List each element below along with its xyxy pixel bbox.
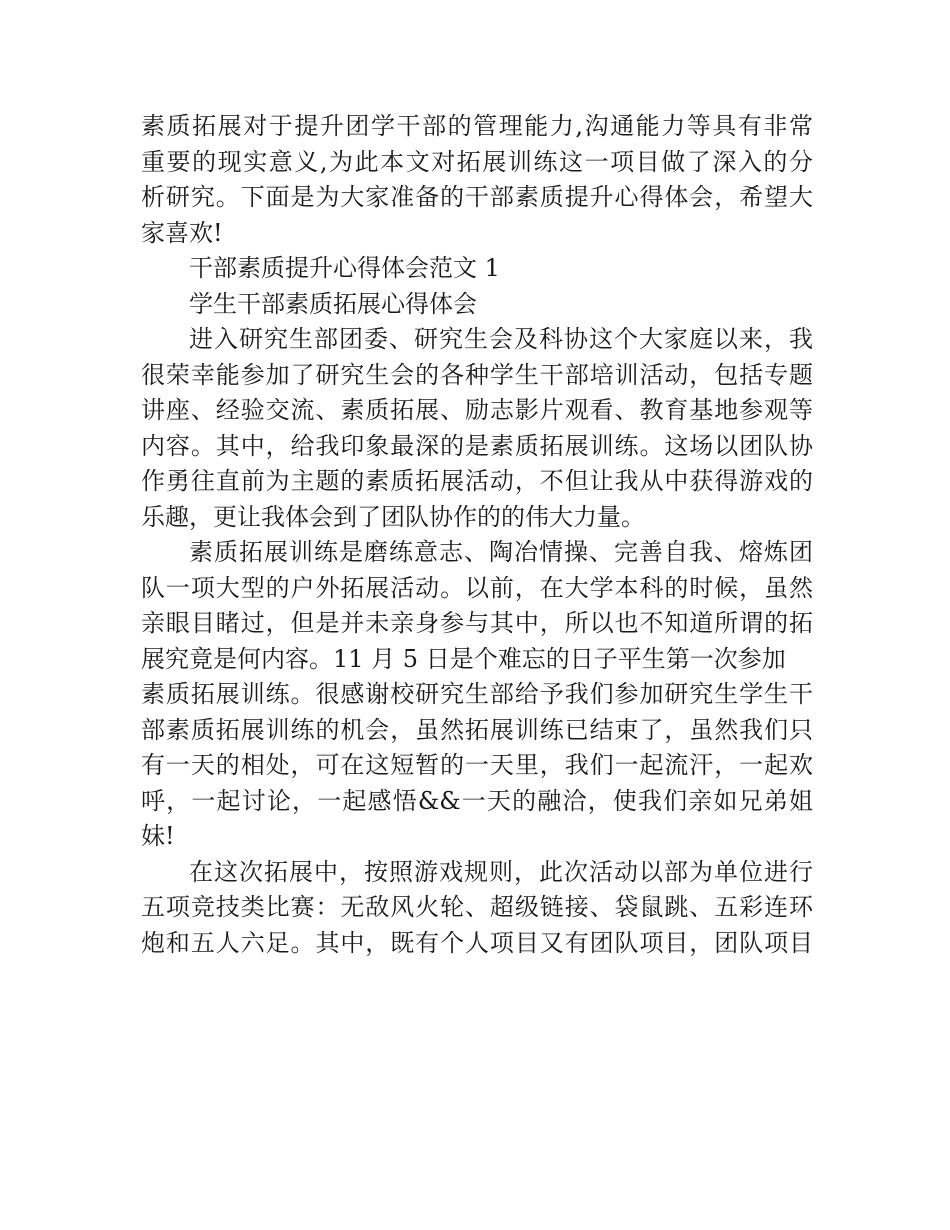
paragraph-line: 很荣幸能参加了研究生会的各种学生干部培训活动，包括专题 bbox=[141, 360, 813, 389]
intro-line: 重要的现实意义,为此本文对拓展训练这一项目做了深入的分 bbox=[141, 147, 813, 176]
paragraph-line: 队一项大型的户外拓展活动。以前，在大学本科的时候，虽然 bbox=[141, 573, 813, 602]
article-title: 学生干部素质拓展心得体会 bbox=[189, 289, 477, 318]
intro-line: 素质拓展对于提升团学干部的管理能力,沟通能力等具有非常 bbox=[141, 112, 813, 140]
paragraph-line: 在这次拓展中，按照游戏规则，此次活动以部为单位进行 bbox=[189, 857, 813, 886]
intro-line: 家喜欢! bbox=[141, 218, 223, 247]
paragraph-line: 炮和五人六足。其中，既有个人项目又有团队项目，团队项目 bbox=[141, 928, 813, 957]
paragraph-line: 作勇往直前为主题的素质拓展活动，不但让我从中获得游戏的 bbox=[141, 467, 813, 495]
paragraph-line: 进入研究生部团委、研究生会及科协这个大家庭以来，我 bbox=[189, 325, 813, 353]
paragraph-line: 五项竞技类比赛：无敌风火轮、超级链接、袋鼠跳、五彩连环 bbox=[141, 893, 813, 921]
paragraph-line: 部素质拓展训练的机会，虽然拓展训练已结束了，虽然我们只 bbox=[141, 715, 813, 744]
paragraph-line: 妹! bbox=[141, 822, 175, 850]
paragraph-line: 亲眼目睹过，但是并未亲身参与其中，所以也不知道所谓的拓 bbox=[141, 609, 813, 637]
intro-line: 析研究。下面是为大家准备的干部素质提升心得体会，希望大 bbox=[141, 183, 813, 211]
paragraph-line: 乐趣，更让我体会到了团队协作的的伟大力量。 bbox=[141, 502, 645, 531]
paragraph-line: 内容。其中，给我印象最深的是素质拓展训练。这场以团队协 bbox=[141, 431, 813, 460]
paragraph-line: 素质拓展训练。很感谢校研究生部给予我们参加研究生学生干 bbox=[141, 680, 813, 708]
paragraph-line: 展究竟是何内容。11 月 5 日是个难忘的日子平生第一次参加 bbox=[141, 644, 786, 673]
paragraph-line: 讲座、经验交流、素质拓展、励志影片观看、教育基地参观等 bbox=[141, 396, 813, 424]
paragraph-line: 呼，一起讨论，一起感悟&&一天的融洽，使我们亲如兄弟姐 bbox=[141, 786, 813, 815]
paragraph-line: 素质拓展训练是磨练意志、陶冶情操、完善自我、熔炼团 bbox=[189, 538, 813, 566]
paragraph-line: 有一天的相处，可在这短暂的一天里，我们一起流汗，一起欢 bbox=[141, 751, 813, 779]
section-title: 干部素质提升心得体会范文 1 bbox=[189, 254, 500, 282]
document-body bbox=[141, 109, 813, 961]
